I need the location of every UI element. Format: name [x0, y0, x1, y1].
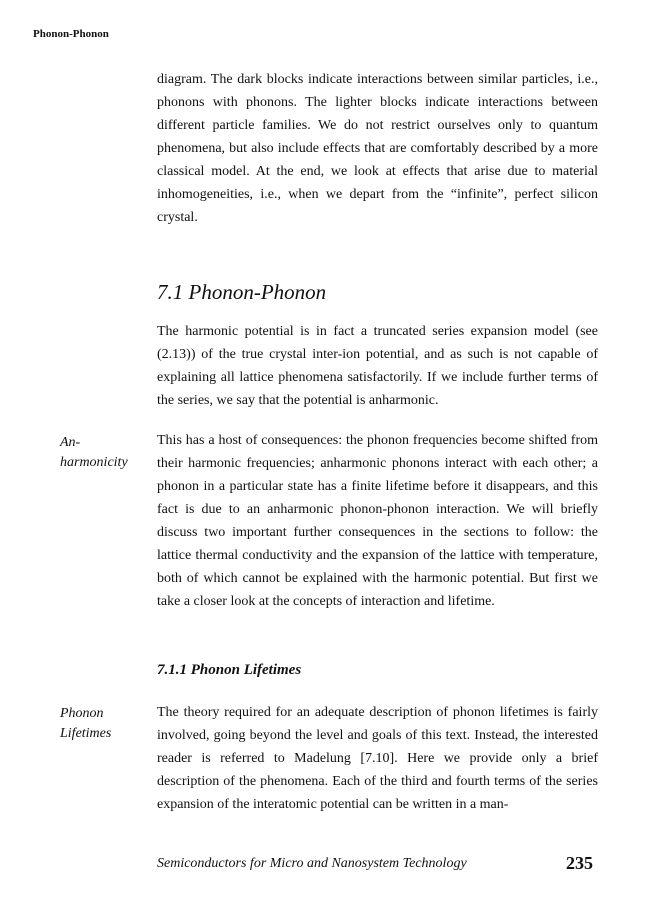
section-title: 7.1 Phonon-Phonon [157, 280, 327, 304]
margin-note-phonon-lifetimes: Phonon Lifetimes [60, 706, 112, 741]
footer-book-title: Semiconductors for Micro and Nanosystem Technology [157, 856, 467, 871]
running-head: Phonon-Phonon [33, 28, 109, 40]
anharmonicity-paragraph: This has a host of consequences: the phonon frequencies become shifted from their harmonic frequencies; anharmonic phonons interact with each other; a phonon in a particular state has a finite lifetime before it disappears, and this fact is due to an anharmonic phonon-phonon interaction. We will briefly discuss two important further consequences in the sections to follow: the lattice thermal conductivity and the expansion of the lattice with temperature, both of which cannot be explained with the harmonic potential. But first we take a closer look at the concepts of interaction and lifetime. [157, 433, 598, 609]
intro-paragraph: diagram. The dark blocks indicate interactions between similar particles, i.e., phonons with phonons. The lighter blocks indicate interactions between different particle families. We do not restrict ourselves only to quantum phenomena, but also include effects that are comfortably described by a more classical model. At the end, we look at effects that arise due to material inhomogeneities, i.e., when we depart from the “infinite”, perfect silicon crystal. [157, 72, 598, 225]
page-number: 235 [566, 853, 593, 873]
section-paragraph: The harmonic potential is in fact a truncated series expansion model (see (2.13)) of the true crystal inter-ion potential, and as such is not capable of explaining all lattice phenomena satisfactorily. If we include further terms of the series, we say that the potential is anharmonic. [157, 324, 598, 408]
lifetimes-paragraph: The theory required for an adequate description of phonon lifetimes is fairly involved, going beyond the level and goals of this text. Instead, the interested reader is referred to Madelung [7.10]. Here we provide only a brief description of the phenomena. Each of the third and fourth terms of the series expansion of the interatomic potential can be written in a man- [157, 705, 598, 812]
subsection-title: 7.1.1 Phonon Lifetimes [157, 662, 302, 678]
margin-note-anharmonicity: An-harmonicity [60, 435, 128, 470]
